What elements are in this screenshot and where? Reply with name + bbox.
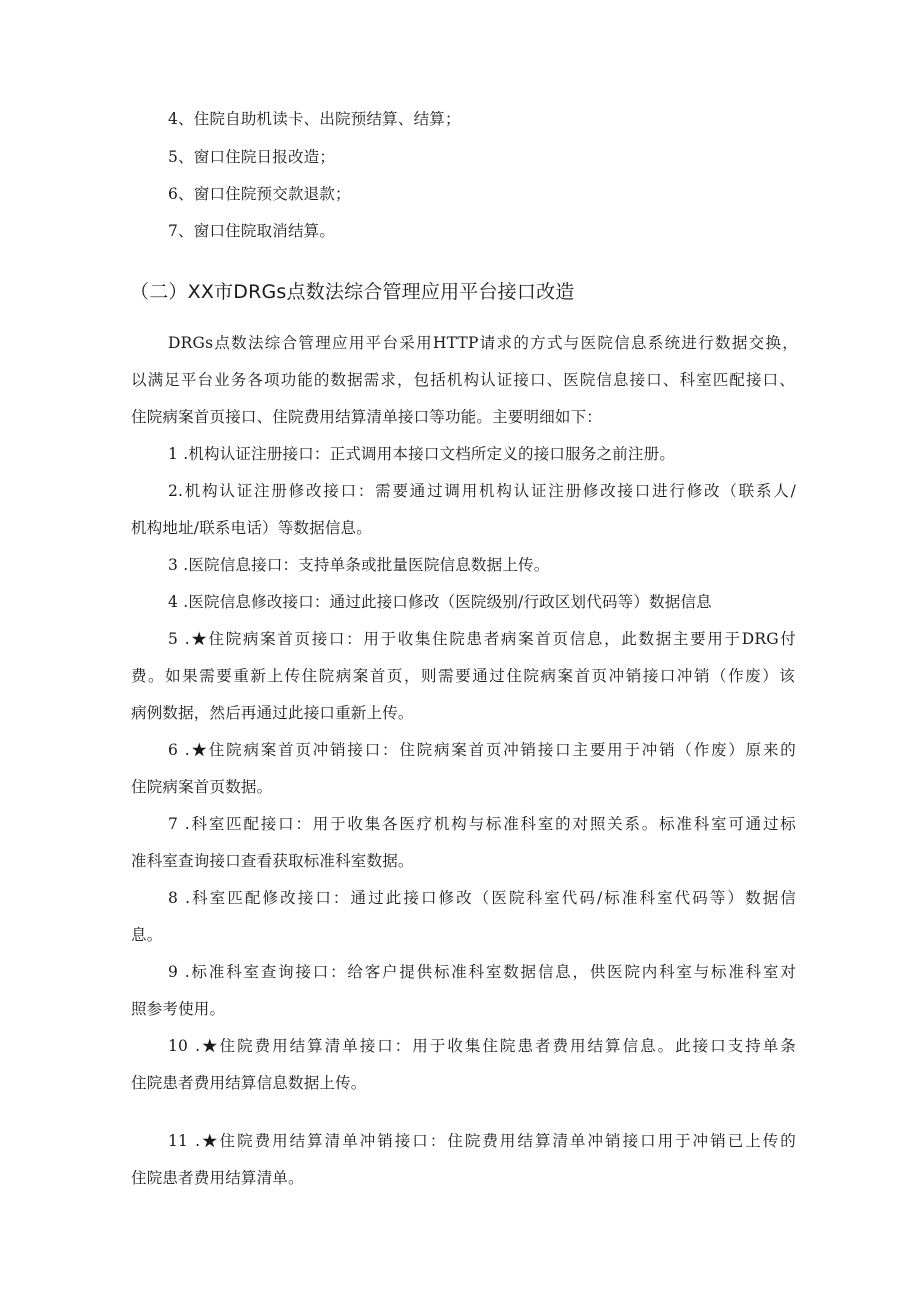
list-item: 4 .医院信息修改接口：通过此接口修改（医院级别/行政区划代码等）数据信息	[168, 593, 712, 611]
list-item: 7 .科室匹配接口：用于收集各医疗机构与标准科室的对照关系。标准科室可通过标	[168, 815, 796, 833]
list-item: 6 .★住院病案首页冲销接口：住院病案首页冲销接口主要用于冲销（作废）原来的	[168, 741, 796, 759]
list-item: 4、住院自助机读卡、出院预结算、结算；	[168, 110, 461, 128]
intro-line: 住院病案首页接口、住院费用结算清单接口等功能。主要明细如下：	[131, 408, 603, 426]
list-item-continuation: 照参考使用。	[131, 1000, 226, 1018]
list-item-continuation: 住院患者费用结算信息数据上传。	[131, 1074, 367, 1092]
list-item-continuation: 费。如果需要重新上传住院病案首页，则需要通过住院病案首页冲销接口冲销（作废）该	[131, 667, 795, 685]
list-item-continuation: 病例数据，然后再通过此接口重新上传。	[131, 704, 414, 722]
list-item-continuation: 息。	[131, 926, 163, 944]
intro-line: DRGs点数法综合管理应用平台采用HTTP请求的方式与医院信息系统进行数据交换，	[168, 334, 798, 352]
section-heading: （二）XX市DRGs点数法综合管理应用平台接口改造	[130, 281, 575, 303]
list-item: 2.机构认证注册修改接口：需要通过调用机构认证注册修改接口进行修改（联系人/	[168, 482, 796, 500]
list-item: 5 .★住院病案首页接口：用于收集住院患者病案首页信息，此数据主要用于DRG付	[168, 630, 796, 648]
list-item-continuation: 住院患者费用结算清单。	[131, 1169, 304, 1187]
intro-line: 以满足平台业务各项功能的数据需求，包括机构认证接口、医院信息接口、科室匹配接口、	[131, 371, 795, 389]
list-item: 11 .★住院费用结算清单冲销接口：住院费用结算清单冲销接口用于冲销已上传的	[168, 1132, 796, 1150]
list-item: 1 .机构认证注册接口：正式调用本接口文档所定义的接口服务之前注册。	[168, 445, 676, 463]
list-item: 10 .★住院费用结算清单接口：用于收集住院患者费用结算信息。此接口支持单条	[168, 1037, 796, 1055]
list-item-continuation: 住院病案首页数据。	[131, 778, 273, 796]
list-item: 6、窗口住院预交款退款；	[168, 185, 351, 203]
list-item: 7、窗口住院取消结算。	[168, 222, 336, 240]
list-item-continuation: 准科室查询接口查看获取标准科室数据。	[131, 852, 414, 870]
list-item: 9 .标准科室查询接口：给客户提供标准科室数据信息，供医院内科室与标准科室对	[168, 963, 796, 981]
list-item-continuation: 机构地址/联系电话）等数据信息。	[131, 519, 372, 537]
list-item: 8 .科室匹配修改接口：通过此接口修改（医院科室代码/标准科室代码等）数据信	[168, 889, 796, 907]
list-item: 3 .医院信息接口：支持单条或批量医院信息数据上传。	[168, 556, 550, 574]
list-item: 5、窗口住院日报改造；	[168, 148, 336, 166]
